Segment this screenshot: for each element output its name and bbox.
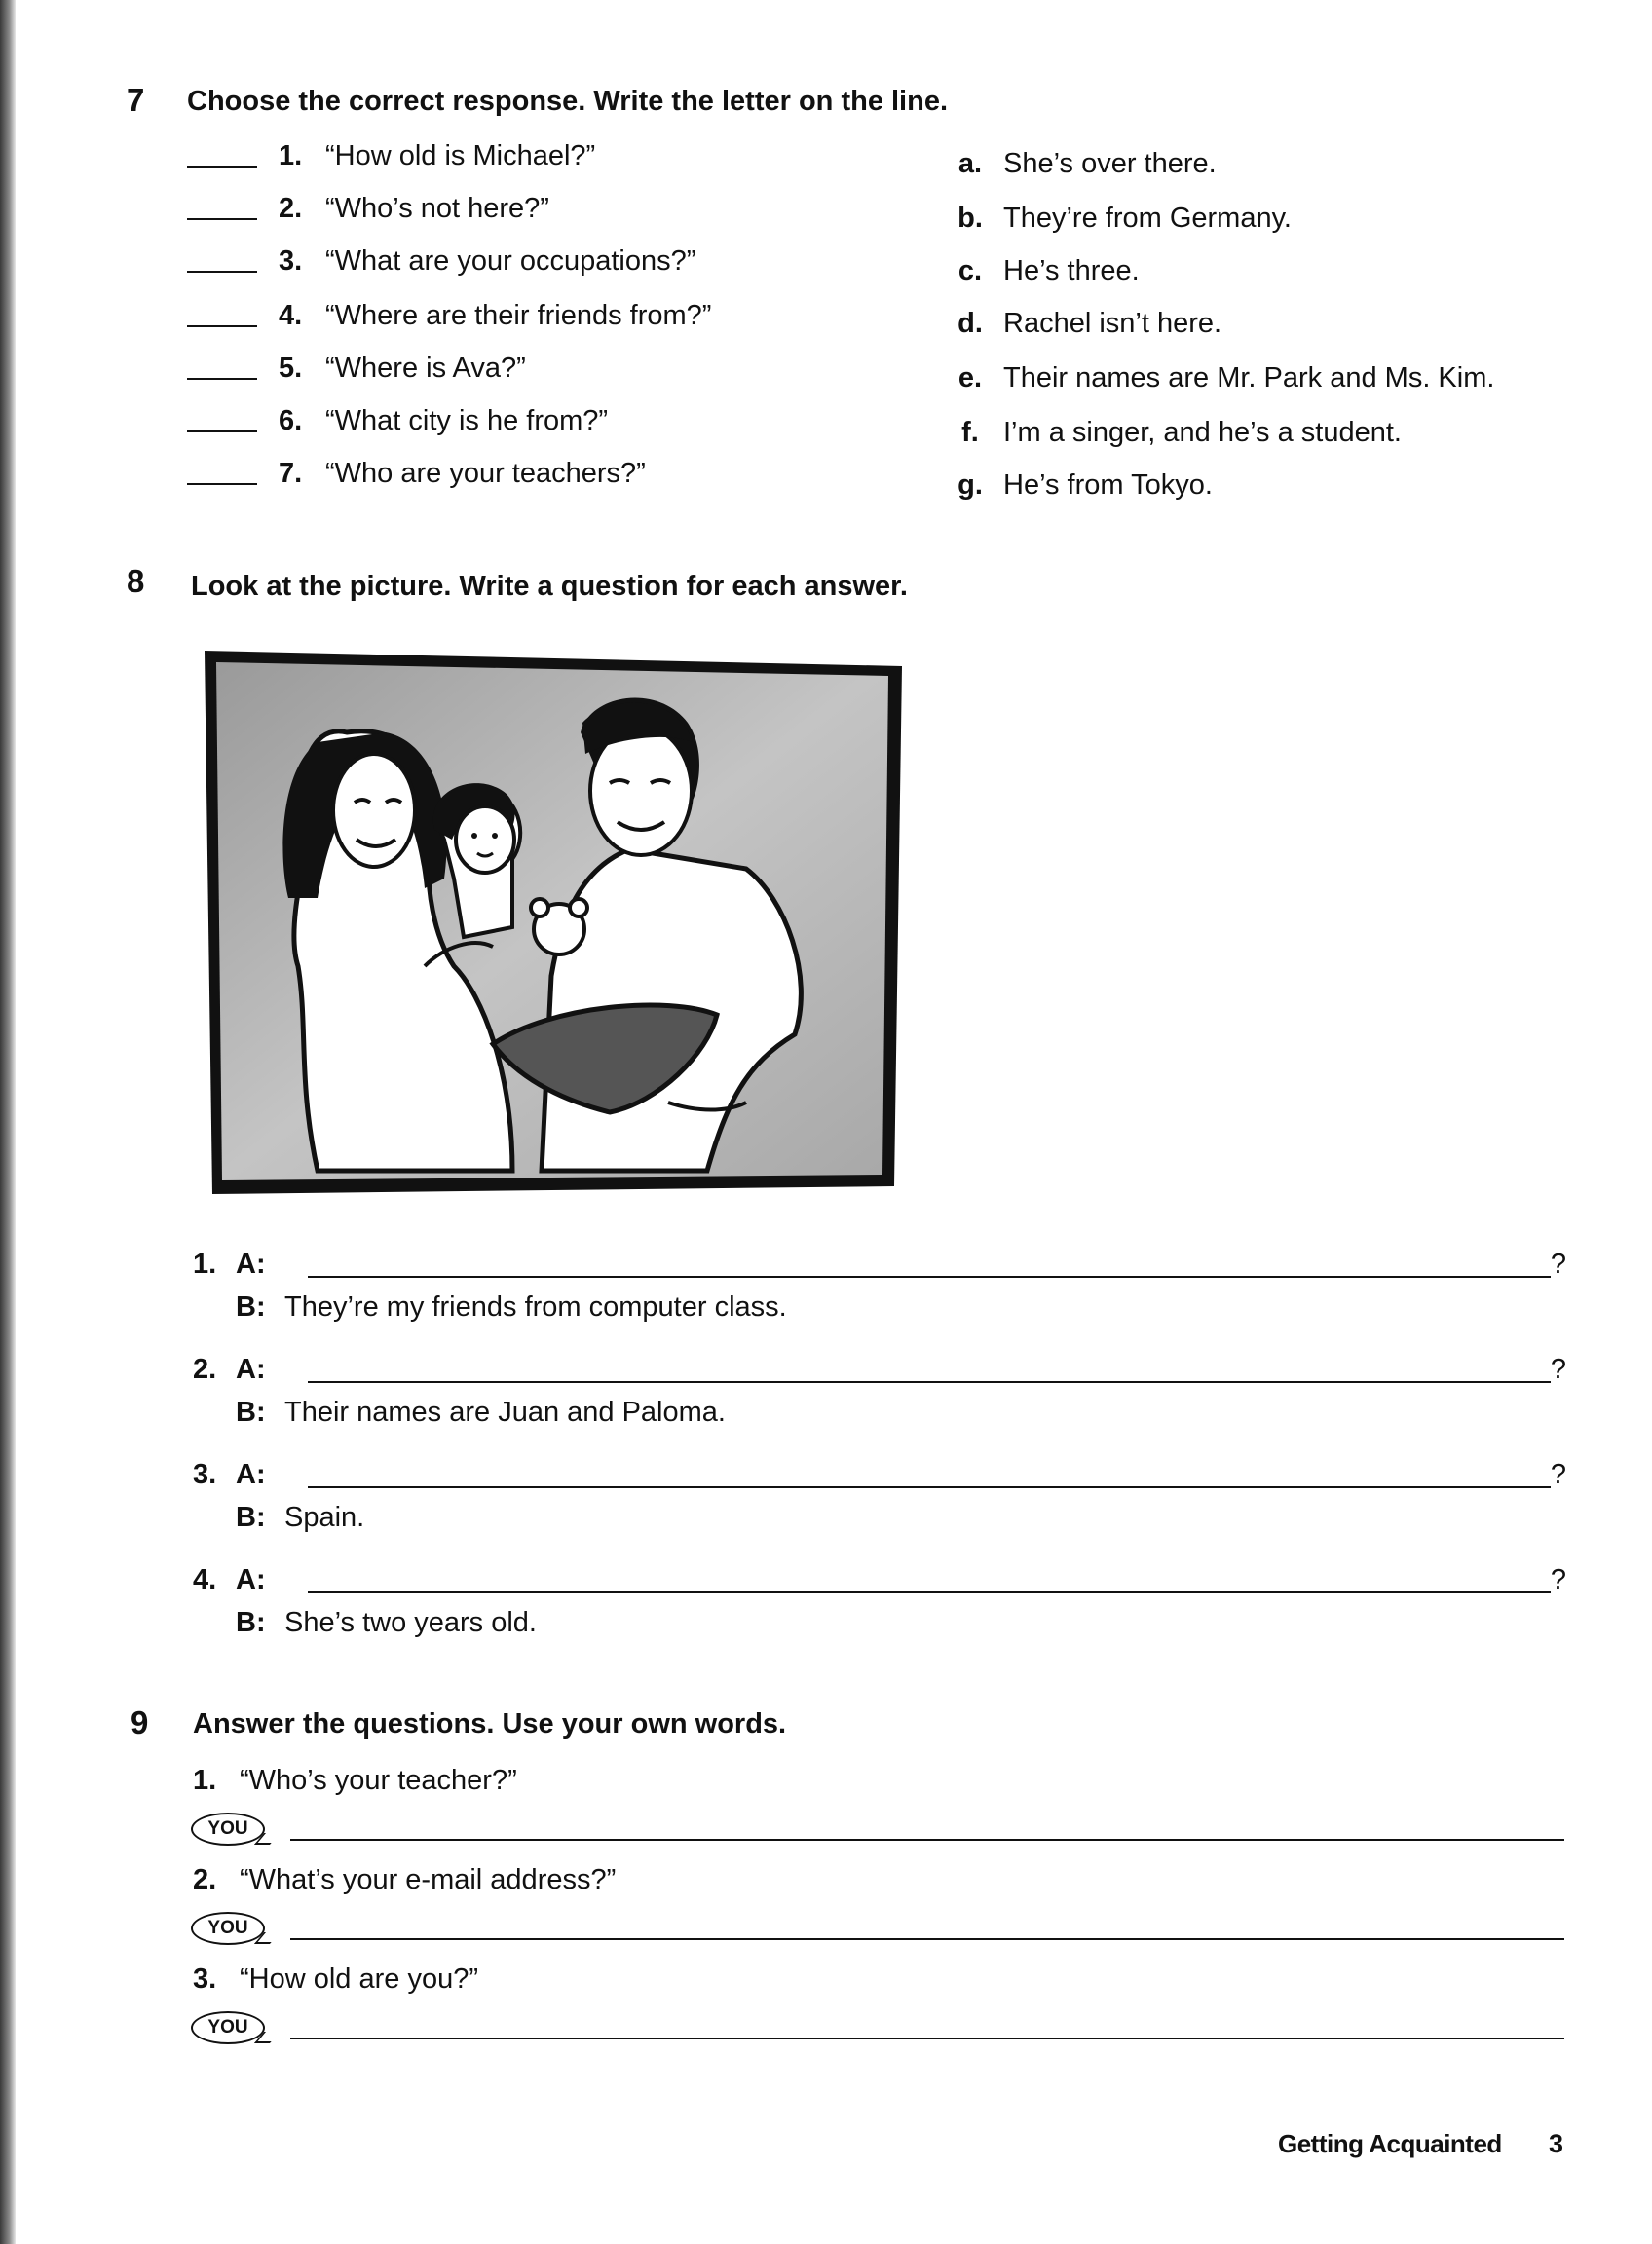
exercise-9-number: 9 <box>131 1704 149 1740</box>
ex7-answer-option <box>951 356 1594 399</box>
ex8-answer-line <box>236 1601 1502 1644</box>
question-text: “What’s your e-mail address?” <box>240 1863 617 1895</box>
ex7-question-row <box>187 240 927 282</box>
option-letter: g. <box>957 468 983 501</box>
ex8-question-line <box>193 1348 1566 1391</box>
ex9-answer-row <box>191 1810 1564 1849</box>
question-mark: ? <box>1550 1458 1566 1490</box>
family-illustration <box>201 645 906 1198</box>
question-mark: ? <box>1550 1248 1566 1280</box>
question-number: 1. <box>193 1764 217 1796</box>
item-number: 3. <box>193 1458 217 1490</box>
speaker-a-label: A: <box>236 1353 266 1385</box>
ex9-question <box>193 1958 478 2001</box>
ex7-question-row <box>187 452 927 495</box>
ex9-answer-row <box>191 2008 1564 2047</box>
option-letter: d. <box>957 307 983 339</box>
answer-blank[interactable] <box>187 249 257 273</box>
question-text: “Who are your teachers?” <box>325 457 646 489</box>
question-answer-line[interactable] <box>308 1461 1551 1488</box>
question-answer-line[interactable] <box>308 1356 1551 1383</box>
question-text: “How old is Michael?” <box>325 139 596 171</box>
ex7-question-row <box>187 399 927 442</box>
ex7-answer-option <box>951 197 1594 240</box>
question-text: “What are your occupations?” <box>325 244 696 277</box>
question-text: “Where are their friends from?” <box>325 299 712 331</box>
item-number: 4. <box>193 1563 217 1595</box>
question-number: 3. <box>193 1963 217 1995</box>
ex9-question <box>193 1858 616 1901</box>
speaker-b-label: B: <box>236 1606 266 1638</box>
option-letter: e. <box>957 361 983 393</box>
option-text: Their names are Mr. Park and Ms. Kim. <box>1003 361 1495 393</box>
question-number: 2. <box>193 1863 217 1895</box>
ex8-answer-line <box>236 1286 1502 1328</box>
ex7-answer-option <box>951 302 1594 345</box>
exercise-7-number: 7 <box>127 82 145 118</box>
question-mark: ? <box>1550 1563 1566 1595</box>
speaker-a-label: A: <box>236 1458 266 1490</box>
question-text: “Where is Ava?” <box>325 352 526 384</box>
ex9-question <box>193 1759 517 1802</box>
question-text: “How old are you?” <box>240 1963 478 1995</box>
answer-blank[interactable] <box>187 197 257 220</box>
question-mark: ? <box>1550 1353 1566 1385</box>
ex8-question-line <box>193 1243 1566 1286</box>
option-letter: f. <box>961 416 979 448</box>
question-number: 5. <box>279 352 303 384</box>
ex7-question-row <box>187 134 927 177</box>
option-letter: b. <box>957 202 983 234</box>
answer-blank[interactable] <box>187 356 257 380</box>
question-number: 4. <box>279 299 303 331</box>
you-speech-bubble-icon: YOU <box>191 1813 265 1846</box>
exercise-8-number: 8 <box>127 563 145 599</box>
ex7-question-row <box>187 347 927 390</box>
ex7-answer-option <box>951 411 1594 454</box>
question-text: “Who’s not here?” <box>325 192 549 224</box>
option-text: He’s three. <box>1003 254 1140 286</box>
ex8-answer-line <box>236 1496 1502 1539</box>
question-number: 3. <box>279 244 303 277</box>
option-text: Rachel isn’t here. <box>1003 307 1222 339</box>
ex7-answer-option <box>951 464 1594 506</box>
question-answer-line[interactable] <box>308 1566 1551 1593</box>
exercise-8-instruction: Look at the picture. Write a question for each answer. <box>191 571 908 602</box>
given-answer: Spain. <box>284 1501 365 1533</box>
option-text: They’re from Germany. <box>1003 202 1292 234</box>
speaker-a-label: A: <box>236 1563 266 1595</box>
option-text: He’s from Tokyo. <box>1003 468 1213 501</box>
ex8-question-line <box>193 1558 1566 1601</box>
given-answer: They’re my friends from computer class. <box>284 1290 787 1323</box>
ex9-answer-row <box>191 1909 1564 1948</box>
you-speech-bubble-icon: YOU <box>191 1912 265 1945</box>
page-number: 3 <box>1549 2129 1564 2158</box>
speaker-b-label: B: <box>236 1501 266 1533</box>
question-number: 7. <box>279 457 303 489</box>
option-text: I’m a singer, and he’s a student. <box>1003 416 1402 448</box>
footer-unit-title: Getting Acquainted <box>1278 2129 1502 2158</box>
question-number: 6. <box>279 404 303 436</box>
option-text: She’s over there. <box>1003 147 1217 179</box>
ex8-question-line <box>193 1453 1566 1496</box>
you-speech-bubble-icon: YOU <box>191 2011 265 2044</box>
ex7-question-row <box>187 294 927 337</box>
option-letter: c. <box>957 254 983 286</box>
item-number: 1. <box>193 1248 217 1280</box>
ex7-question-row <box>187 187 927 230</box>
given-answer: She’s two years old. <box>284 1606 537 1638</box>
answer-blank[interactable] <box>187 409 257 432</box>
item-number: 2. <box>193 1353 217 1385</box>
question-number: 2. <box>279 192 303 224</box>
answer-blank[interactable] <box>187 304 257 327</box>
question-answer-line[interactable] <box>308 1251 1551 1278</box>
speaker-a-label: A: <box>236 1248 266 1280</box>
answer-line[interactable] <box>290 2016 1564 2039</box>
speaker-b-label: B: <box>236 1396 266 1428</box>
ex8-answer-line <box>236 1391 1502 1434</box>
ex7-answer-option <box>951 249 1594 292</box>
answer-blank[interactable] <box>187 462 257 485</box>
exercise-7-instruction: Choose the correct response. Write the letter on the line. <box>187 86 949 117</box>
page-binding-edge <box>0 0 16 2244</box>
given-answer: Their names are Juan and Paloma. <box>284 1396 726 1428</box>
answer-line[interactable] <box>290 1917 1564 1940</box>
speaker-b-label: B: <box>236 1290 266 1323</box>
question-number: 1. <box>279 139 303 171</box>
exercise-9-instruction: Answer the questions. Use your own words. <box>193 1708 787 1739</box>
question-text: “Who’s your teacher?” <box>240 1764 517 1796</box>
option-letter: a. <box>957 147 983 179</box>
answer-blank[interactable] <box>187 144 257 168</box>
question-text: “What city is he from?” <box>325 404 609 436</box>
ex7-answer-option <box>951 142 1594 185</box>
answer-line[interactable] <box>290 1817 1564 1841</box>
